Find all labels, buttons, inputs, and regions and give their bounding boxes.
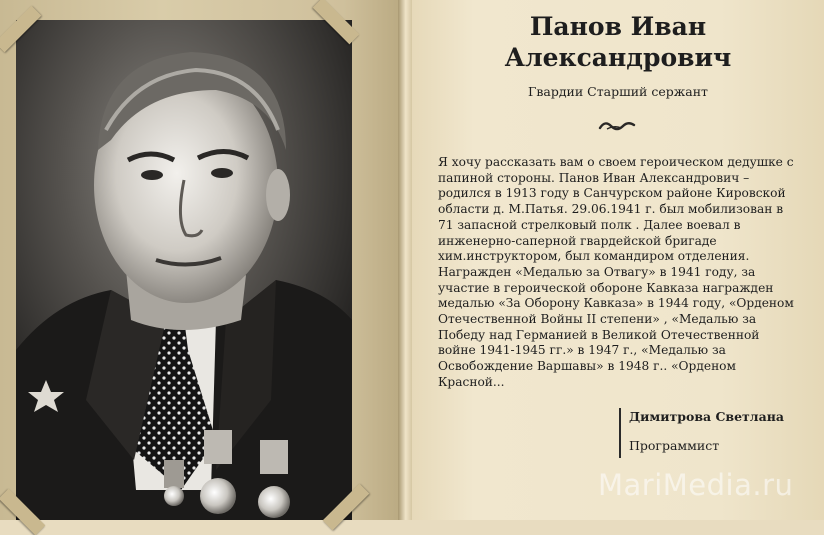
portrait-photo — [16, 20, 352, 520]
site-watermark: MariMedia.ru — [598, 468, 794, 502]
author-divider — [619, 408, 621, 458]
right-page — [412, 0, 824, 520]
flourish-divider-icon — [597, 116, 637, 136]
book-spine — [398, 0, 412, 520]
portrait-image — [16, 20, 352, 520]
person-rank: Гвардии Старший сержант — [528, 84, 708, 99]
biography-text: Я хочу рассказать вам о своем героическом дедушке с папиной стороны. Панов Иван Александрович – родился в 1913 году в Санчурском районе Кировской области д. М.Патья. 29.06.1941 г. был мобилизован в 71 запасной стрелковый полк . Далее воевал в инженерно-саперной гвардейской бригаде хим.инструктором, был командиром отделения. Награжден «Медалью за Отвагу» в 1941 году, за участие в героической обороне Кавказа награжден медалью «За Оборону Кавказа» в 1944 году, «Орденом Отечественной Войны II степени» , «Медалью за Победу над Германией в Великой Отечественной войне 1941-1945 гг.» в 1947 г., «Медалью за Освобождение Варшавы» в 1948 г.. «Орденом Красной... — [438, 155, 794, 389]
author-role: Программист — [629, 438, 720, 453]
author-name: Димитрова Светлана — [629, 409, 784, 424]
person-name-line1: Панов Иван — [529, 12, 707, 41]
left-page — [0, 0, 404, 520]
person-name-line2: Александрович — [504, 43, 732, 72]
